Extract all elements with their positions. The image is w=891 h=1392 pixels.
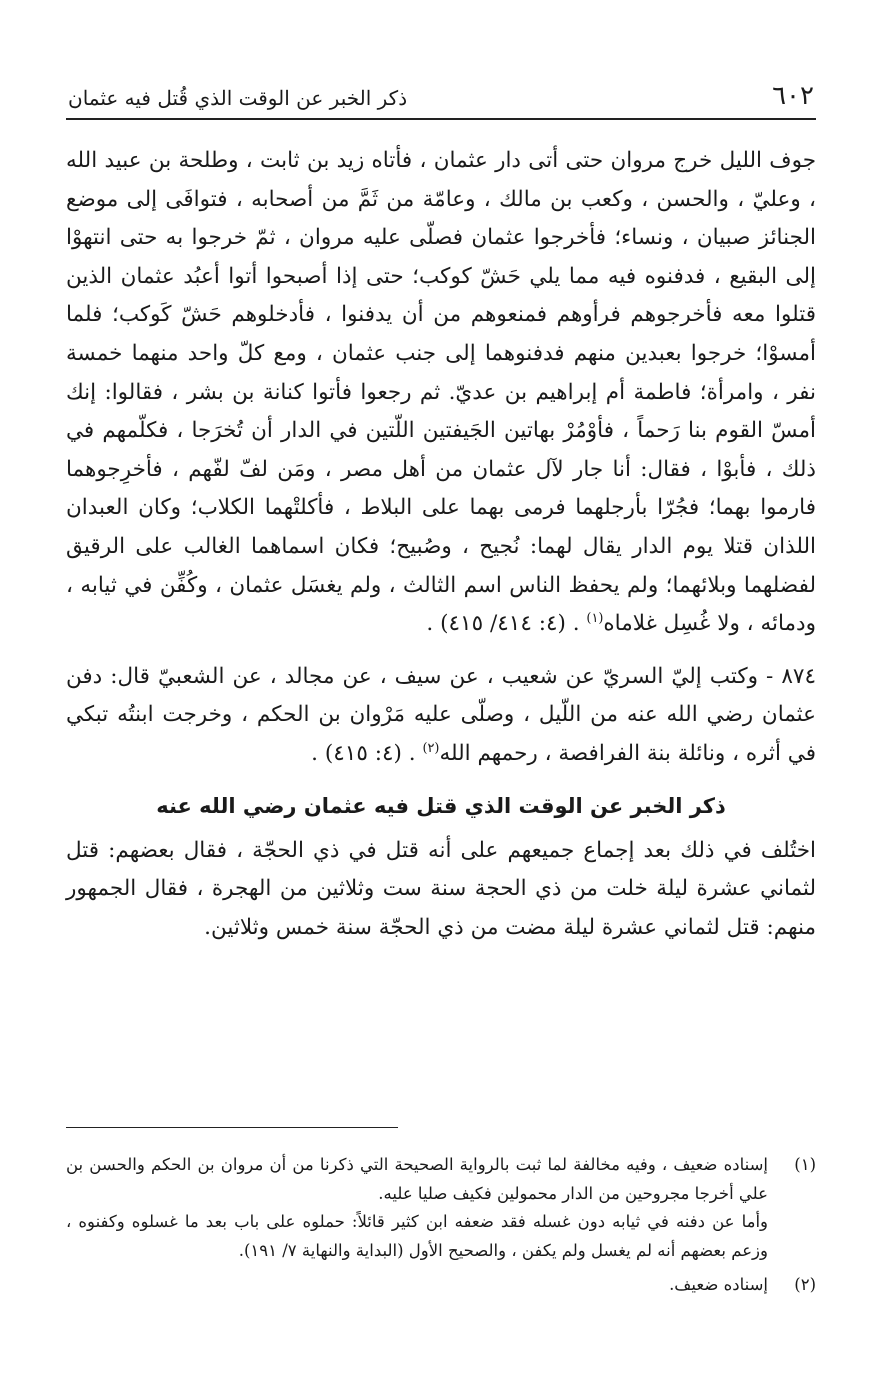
paragraph-3: اختُلف في ذلك بعد إجماع جميعهم على أنه قتل في ذي الحجّة ، فقال بعضهم: قتل لثماني عشرة ليلة خلت من ذي الحجة سنة ست وثلاثين من الهجرة ، فقال الجمهور منهم: قتل لثماني عشرة ليلة مضت من ذي الحجّة سنة خمس وثلاثين.	[66, 837, 816, 940]
running-header	[66, 78, 816, 120]
footnote-marker-1: (١)	[586, 610, 604, 626]
paragraph-1-reference: . (٤: ٤١٤/ ٤١٥) .	[426, 611, 580, 637]
footnote-number: (٢)	[794, 1275, 816, 1294]
footnote-2	[66, 1271, 816, 1300]
paragraph-continuation	[66, 142, 816, 644]
paragraph-874	[66, 658, 816, 774]
footnote-line: إسناده ضعيف ، وفيه مخالفة لما ثبت بالرواية الصحيحة التي ذكرنا من أن مروان بن الحكم والحسن بن علي أخرجا مجروحين من الدار محمولين فكيف صليا عليه.	[66, 1155, 768, 1203]
footnote-text	[66, 1151, 768, 1265]
paragraph-1-text: جوف الليل خرج مروان حتى أتى دار عثمان ، فأتاه زيد بن ثابت ، وطلحة بن عبيد الله ، وعليّ ، والحسن ، وكعب بن مالك ، وعامّة من ثَمَّ من أصحابه ، فتوافَى إلى موضع الجنائز صبيان ، ونساء؛ فأخرجوا عثمان فصلّى عليه مروان ، ثمّ خرجوا به حتى انتهوْا إلى البقيع ، فدفنوه فيه مما يلي حَشّ كوكب؛ حتى إذا أصبحوا أتوا أعبُد عثمان الذين قتلوا معه فأخرجوهم فرأوهم فمنعوهم من أن يدفنوا ، فأدخلوهم حَشّ كَوكب؛ فلما أمسوْا؛ خرجوا بعبدين منهم فدفنوهما إلى جنب عثمان ، ومع كلّ واحد منهما خمسة نفر ، وامرأة؛ فاطمة أم إبراهيم بن عديّ. ثم رجعوا فأتوا كنانة بن بشر ، فقالوا: إنك أمسّ القوم بنا رَحماً ، فأوْمُرْ بهاتين الجَيفتين اللّتين في الدار أن تُخرَجا ، فكلّمهم في ذلك ، فأبوْا ، فقال: أنا جار لآل عثمان من أهل مصر ، ومَن لفّ لفّهم ، فأخرِجوهما فارموا بهما؛ فجُرّا بأرجلهما فرمى بهما على البلاط ، فأكلتْهما الكلاب؛ وكان العبدان اللذان قتلا يوم الدار يقال لهما: نُجيح ، وصُبيح؛ فكان اسماهما الغالب على الرقيق لفضلهما وبلائهما؛ ولم يحفظ الناس اسم الثالث ، ولم يغسَل عثمان ، وكُفِّن في ثيابه ، ودمائه ، ولا غُسِل غلاماه	[66, 148, 816, 637]
footnote-1	[66, 1151, 816, 1265]
book-page	[66, 78, 816, 1348]
paragraph-2-reference: . (٤: ٤١٥) .	[311, 740, 416, 766]
footnote-marker-2: (٢)	[422, 740, 440, 756]
footnote-divider	[66, 1127, 398, 1128]
footnote-line: إسناده ضعيف.	[669, 1275, 768, 1294]
main-text	[66, 142, 816, 947]
footnote-number: (١)	[794, 1155, 816, 1174]
page-number: ٦٠٢	[772, 81, 814, 111]
running-title: ذكر الخبر عن الوقت الذي قُتل فيه عثمان	[68, 86, 408, 110]
footnotes	[66, 1151, 816, 1306]
footnote-text	[66, 1271, 768, 1300]
section-heading: ذكر الخبر عن الوقت الذي قتل فيه عثمان رضي الله عنه	[156, 793, 726, 818]
paragraph-2-text: ٨٧٤ - وكتب إليّ السريّ عن شعيب ، عن سيف ، عن مجالد ، عن الشعبيّ قال: دفن عثمان رضي الله عنه من اللّيل ، وصلّى عليه مَرْوان بن الحكم ، وخرجت ابنتُه تبكي في أثره ، ونائلة بنة الفرافصة ، رحمهم الله	[66, 663, 816, 766]
footnote-line: وأما عن دفنه في ثيابه دون غسله فقد ضعفه ابن كثير قائلاً: حملوه على باب بعد ما غسلوه وكفنوه ، وزعم بعضهم أنه لم يغسل ولم يكفن ، والصحيح الأول (البداية والنهاية ٧/ ١٩١).	[66, 1212, 768, 1260]
